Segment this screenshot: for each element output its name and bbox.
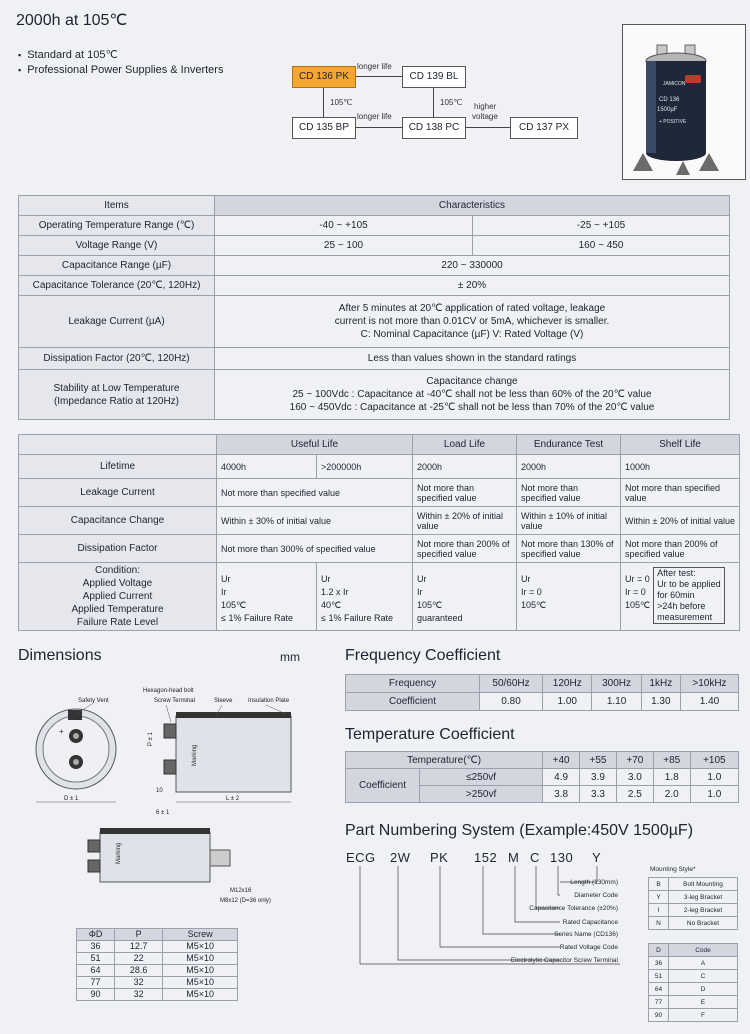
text-line: current is not more than 0.01CV or 5mA, whichever is smaller. xyxy=(334,316,610,327)
pn-label: Rated Voltage Code xyxy=(559,944,618,951)
text-line: Ir xyxy=(221,587,227,597)
row-label: Capacitance Change xyxy=(19,507,217,535)
life-table xyxy=(18,434,740,631)
pn-label: Length (130mm) xyxy=(570,879,618,886)
text-line: 40℃ xyxy=(321,600,342,610)
text-line: 160 ~ 450Vdc : Capacitance at -25℃ shall not be less than 70% of the 20℃ value xyxy=(289,402,655,413)
cell: Not more than 130% of specified value xyxy=(517,535,621,563)
dim-p: P ± 1 xyxy=(148,732,154,746)
text-line: Applied Voltage xyxy=(82,578,153,589)
frequency-title: Frequency Coefficient xyxy=(345,647,501,664)
table-row xyxy=(77,953,238,965)
cell: 32 xyxy=(115,989,163,1001)
text-line: 1.2 x Ir xyxy=(321,587,349,597)
text-line: After test: xyxy=(657,568,696,578)
text-line: Capacitance change xyxy=(426,376,518,387)
text-line: >24h before xyxy=(657,601,706,611)
cell: +70 xyxy=(616,752,653,769)
pn-label: Rated Capacitance xyxy=(562,919,618,926)
table-row xyxy=(649,904,738,917)
cell: 51 xyxy=(77,953,115,965)
part-numbering-title: Part Numbering System (Example:450V 1500µF) xyxy=(345,822,694,839)
cell: N xyxy=(649,917,669,930)
cell: Within ± 20% of initial value xyxy=(621,507,740,535)
dim-ten: 10 xyxy=(156,788,163,794)
cell: F xyxy=(669,1009,738,1022)
cell: 4.9 xyxy=(543,769,580,786)
col-load-life: Load Life xyxy=(413,435,517,455)
row-label: Capacitance Range (µF) xyxy=(19,256,215,276)
frequency-table xyxy=(345,674,739,711)
row-label: Operating Temperature Range (℃) xyxy=(19,216,215,236)
row-label: Dissipation Factor xyxy=(19,535,217,563)
table-row xyxy=(77,989,238,1001)
cell: 64 xyxy=(649,983,669,996)
text-line: C: Nominal Capacitance (µF) V: Rated Voltage (V) xyxy=(360,329,584,340)
cell: +55 xyxy=(580,752,617,769)
cell: 12.7 xyxy=(115,941,163,953)
cell: >200000h xyxy=(317,455,413,479)
cell: 2.5 xyxy=(616,786,653,803)
pn-code: 130 xyxy=(550,850,574,865)
col-header: P xyxy=(115,929,163,941)
cell: Within ± 10% of initial value xyxy=(517,507,621,535)
cell: Not more than specified value xyxy=(621,479,740,507)
text-line: 105℃ xyxy=(221,600,247,610)
text-line: ≤ 1% Failure Rate xyxy=(321,613,393,623)
pn-label: Electrolytic Capacitor Screw Terminal xyxy=(510,957,618,964)
feature-list xyxy=(18,48,223,78)
flow-arrow xyxy=(356,76,402,77)
col-shelf-life: Shelf Life xyxy=(621,435,740,455)
pn-code: C xyxy=(530,850,540,865)
corner-cell xyxy=(19,435,217,455)
photo-brand: JAMICON xyxy=(663,81,686,87)
cell: 28.6 xyxy=(115,965,163,977)
label-hex-bolt: Hexagon-head bolt xyxy=(143,688,194,694)
table-row xyxy=(649,878,738,891)
text-line: Ir = 0 xyxy=(521,587,542,597)
pn-label: Diameter Code xyxy=(574,892,618,899)
cell: I xyxy=(649,904,669,917)
cell: 22 xyxy=(115,953,163,965)
cell: 1.10 xyxy=(592,693,641,711)
cell: Bolt Mounting xyxy=(669,878,738,891)
row-label: Capacitance Tolerance (20℃, 120Hz) xyxy=(19,276,215,296)
cell: 160 ~ 450 xyxy=(473,236,730,256)
cell: 3.9 xyxy=(580,769,617,786)
mounting-table xyxy=(648,877,738,930)
pn-code: 2W xyxy=(390,850,411,865)
cell: 2000h xyxy=(413,455,517,479)
text-line: Ur to be applied xyxy=(657,579,721,589)
label-sleeve: Sleeve xyxy=(214,698,233,704)
page-title: 2000h at 105℃ xyxy=(16,12,128,29)
feature-item: ▪ Standard at 105℃ xyxy=(18,48,223,63)
text-line: Applied Temperature xyxy=(71,604,164,615)
pn-code: M xyxy=(508,850,520,865)
cell: M5×10 xyxy=(163,977,238,989)
table-row xyxy=(649,1009,738,1022)
text-line: (Impedance Ratio at 120Hz) xyxy=(53,395,180,407)
cell: 3.8 xyxy=(543,786,580,803)
pn-code: 152 xyxy=(474,850,498,865)
row-label: Coefficient xyxy=(346,769,420,803)
cell: 77 xyxy=(649,996,669,1009)
flow-arrow xyxy=(323,88,324,117)
dim-l: L ± 2 xyxy=(226,796,240,802)
text-line: 105℃ xyxy=(625,600,651,610)
cell xyxy=(517,563,621,631)
text-line: Ur xyxy=(221,574,231,584)
table-row xyxy=(649,983,738,996)
spec-table xyxy=(18,195,730,420)
cell: 3.3 xyxy=(580,786,617,803)
dimension-table xyxy=(76,928,238,1001)
table-row xyxy=(649,891,738,904)
series-cd139bl: CD 139 BL xyxy=(402,66,466,88)
cell: Y xyxy=(649,891,669,904)
svg-text:+: + xyxy=(59,727,64,736)
cell: 3.0 xyxy=(616,769,653,786)
table-row xyxy=(649,917,738,930)
pn-label: Capacitance Tolerance (±20%) xyxy=(529,905,618,912)
diameter-code-table xyxy=(648,943,738,1022)
flow-arrow xyxy=(433,88,434,117)
cell: 300Hz xyxy=(592,675,641,693)
col-endurance-test: Endurance Test xyxy=(517,435,621,455)
cell: 64 xyxy=(77,965,115,977)
cell: >10kHz xyxy=(680,675,738,693)
cell: 90 xyxy=(649,1009,669,1022)
cell: Not more than specified value xyxy=(413,479,517,507)
temperature-title: Temperature Coefficient xyxy=(345,726,515,743)
cell: 3-leg Bracket xyxy=(669,891,738,904)
cell: 1.40 xyxy=(680,693,738,711)
flow-label: longer life xyxy=(357,112,392,121)
label-m12: M12x16 xyxy=(230,888,252,894)
dim-marking: Marking xyxy=(192,744,198,766)
cell: B xyxy=(649,878,669,891)
flow-arrow xyxy=(356,127,402,128)
table-row xyxy=(77,965,238,977)
cell: Not more than 200% of specified value xyxy=(621,535,740,563)
text-line: Applied Current xyxy=(82,591,153,602)
cell: 2.0 xyxy=(653,786,690,803)
cell: 36 xyxy=(77,941,115,953)
series-cd137px: CD 137 PX xyxy=(510,117,578,139)
cell xyxy=(621,563,740,631)
table-row xyxy=(649,957,738,970)
cell xyxy=(317,563,413,631)
table-row xyxy=(649,996,738,1009)
text-line: guaranteed xyxy=(417,613,463,623)
cell: Not more than 300% of specified value xyxy=(217,535,413,563)
text-line: After 5 minutes at 20℃ application of rated voltage, leakage xyxy=(338,303,606,314)
text-line: 105℃ xyxy=(521,600,547,610)
cell: Less than values shown in the standard ratings xyxy=(215,348,730,370)
pn-label: Series Name (CD136) xyxy=(554,931,618,938)
label-m8: M8x12 (D=36 only) xyxy=(220,898,271,904)
text-line: ≤ 1% Failure Rate xyxy=(221,613,293,623)
cell: M5×10 xyxy=(163,941,238,953)
pn-code: ECG xyxy=(346,850,376,865)
cell: 25 ~ 100 xyxy=(215,236,473,256)
label-insulation-plate: Insulation Plate xyxy=(248,698,290,704)
text-line: 25 ~ 100Vdc : Capacitance at -40℃ shall not be less than 60% of the 20℃ value xyxy=(292,389,652,400)
cell: 1.30 xyxy=(641,693,680,711)
cell: M5×10 xyxy=(163,965,238,977)
flow-label: higher xyxy=(474,102,497,111)
flow-label: longer life xyxy=(357,62,392,71)
dimensions-unit: mm xyxy=(280,650,300,664)
row-label: Leakage Current xyxy=(19,479,217,507)
text-line: Ir = 0 xyxy=(625,587,646,597)
table-row xyxy=(649,970,738,983)
col-characteristics: Characteristics xyxy=(215,196,730,216)
text-line: Failure Rate Level xyxy=(76,617,159,628)
col-items: Items xyxy=(19,196,215,216)
row-label: Temperature(℃) xyxy=(346,752,543,769)
cell: 220 ~ 330000 xyxy=(215,256,730,276)
text-line: Condition: xyxy=(94,565,141,576)
cell: 2000h xyxy=(517,455,621,479)
cell: +85 xyxy=(653,752,690,769)
table-row xyxy=(77,941,238,953)
flow-arrow xyxy=(466,127,510,128)
cell: 1kHz xyxy=(641,675,680,693)
cell: Not more than specified value xyxy=(517,479,621,507)
row-label: Leakage Current (µA) xyxy=(19,296,215,348)
photo-part: CD 136 xyxy=(659,97,680,103)
series-cd136pk: CD 136 PK xyxy=(292,66,356,88)
cell: 2-leg Bracket xyxy=(669,904,738,917)
cell: Within ± 30% of initial value xyxy=(217,507,413,535)
row-label: ≤250vf xyxy=(420,769,543,786)
text-line: Ir xyxy=(417,587,423,597)
cell: Not more than 200% of specified value xyxy=(413,535,517,563)
cell: M5×10 xyxy=(163,953,238,965)
cell: D xyxy=(669,983,738,996)
cell: 4000h xyxy=(217,455,317,479)
cell: 1.8 xyxy=(653,769,690,786)
pn-code: Y xyxy=(592,850,602,865)
series-cd135bp: CD 135 BP xyxy=(292,117,356,139)
text-line: measurement xyxy=(657,612,713,622)
text-line: Ur xyxy=(417,574,427,584)
photo-spec: 1500µF xyxy=(657,107,678,113)
row-label: Coefficient xyxy=(346,693,480,711)
col-header: D xyxy=(649,944,669,957)
cell: 120Hz xyxy=(543,675,592,693)
text-line: Stability at Low Temperature xyxy=(53,382,180,394)
dim-six: 6 ± 1 xyxy=(156,810,170,816)
row-label xyxy=(19,563,217,631)
mounting-style-title: Mounting Style* xyxy=(650,866,696,873)
cell xyxy=(215,370,730,420)
cell: -40 ~ +105 xyxy=(215,216,473,236)
cell: 77 xyxy=(77,977,115,989)
cell: Within ± 20% of initial value xyxy=(413,507,517,535)
feature-item: ▪ Professional Power Supplies & Inverters xyxy=(18,63,223,78)
cell: A xyxy=(669,957,738,970)
col-header: Screw xyxy=(163,929,238,941)
cell: 0.80 xyxy=(480,693,543,711)
dim-d: D ± 1 xyxy=(64,796,79,802)
dimensions-title: Dimensions xyxy=(18,647,102,664)
cell: ± 20% xyxy=(215,276,730,296)
cell: 1.0 xyxy=(690,769,738,786)
cell: 32 xyxy=(115,977,163,989)
cell: Not more than specified value xyxy=(217,479,413,507)
label-safety-vent: Safety Vent xyxy=(78,698,109,704)
cell: 1.0 xyxy=(690,786,738,803)
cell: +105 xyxy=(690,752,738,769)
flow-label: 105℃ xyxy=(330,98,353,107)
photo-polarity: + POSITIVE xyxy=(659,119,687,125)
temperature-table xyxy=(345,751,739,803)
flow-label: 105℃ xyxy=(440,98,463,107)
col-header: ΦD xyxy=(77,929,115,941)
cell: E xyxy=(669,996,738,1009)
cell: M5×10 xyxy=(163,989,238,1001)
row-label: Dissipation Factor (20℃, 120Hz) xyxy=(19,348,215,370)
text-line: for 60min xyxy=(657,590,695,600)
dim-marking-2: Marking xyxy=(116,842,122,864)
cell: 51 xyxy=(649,970,669,983)
cell xyxy=(215,296,730,348)
col-header: Code xyxy=(669,944,738,957)
cell: 1000h xyxy=(621,455,740,479)
cell: 1.00 xyxy=(543,693,592,711)
label-screw-terminal: Screw Terminal xyxy=(154,698,195,704)
cell: 36 xyxy=(649,957,669,970)
text-line: Ur xyxy=(321,574,331,584)
cell: 50/60Hz xyxy=(480,675,543,693)
dimension-drawing xyxy=(16,674,306,924)
cell xyxy=(413,563,517,631)
cell: No Bracket xyxy=(669,917,738,930)
product-photo xyxy=(622,24,746,180)
cell: +40 xyxy=(543,752,580,769)
text-line: Ur xyxy=(521,574,531,584)
series-cd138pc: CD 138 PC xyxy=(402,117,466,139)
row-label: Lifetime xyxy=(19,455,217,479)
cell: -25 ~ +105 xyxy=(473,216,730,236)
flow-label: voltage xyxy=(472,112,498,121)
cell: C xyxy=(669,970,738,983)
table-row xyxy=(77,977,238,989)
cell: 90 xyxy=(77,989,115,1001)
cell xyxy=(217,563,317,631)
row-label: Voltage Range (V) xyxy=(19,236,215,256)
col-useful-life: Useful Life xyxy=(217,435,413,455)
pn-code: PK xyxy=(430,850,449,865)
row-label: >250vf xyxy=(420,786,543,803)
row-label: Frequency xyxy=(346,675,480,693)
shelf-note xyxy=(653,567,725,624)
text-line: Ur = 0 xyxy=(625,574,650,584)
text-line: 105℃ xyxy=(417,600,443,610)
row-label xyxy=(19,370,215,420)
